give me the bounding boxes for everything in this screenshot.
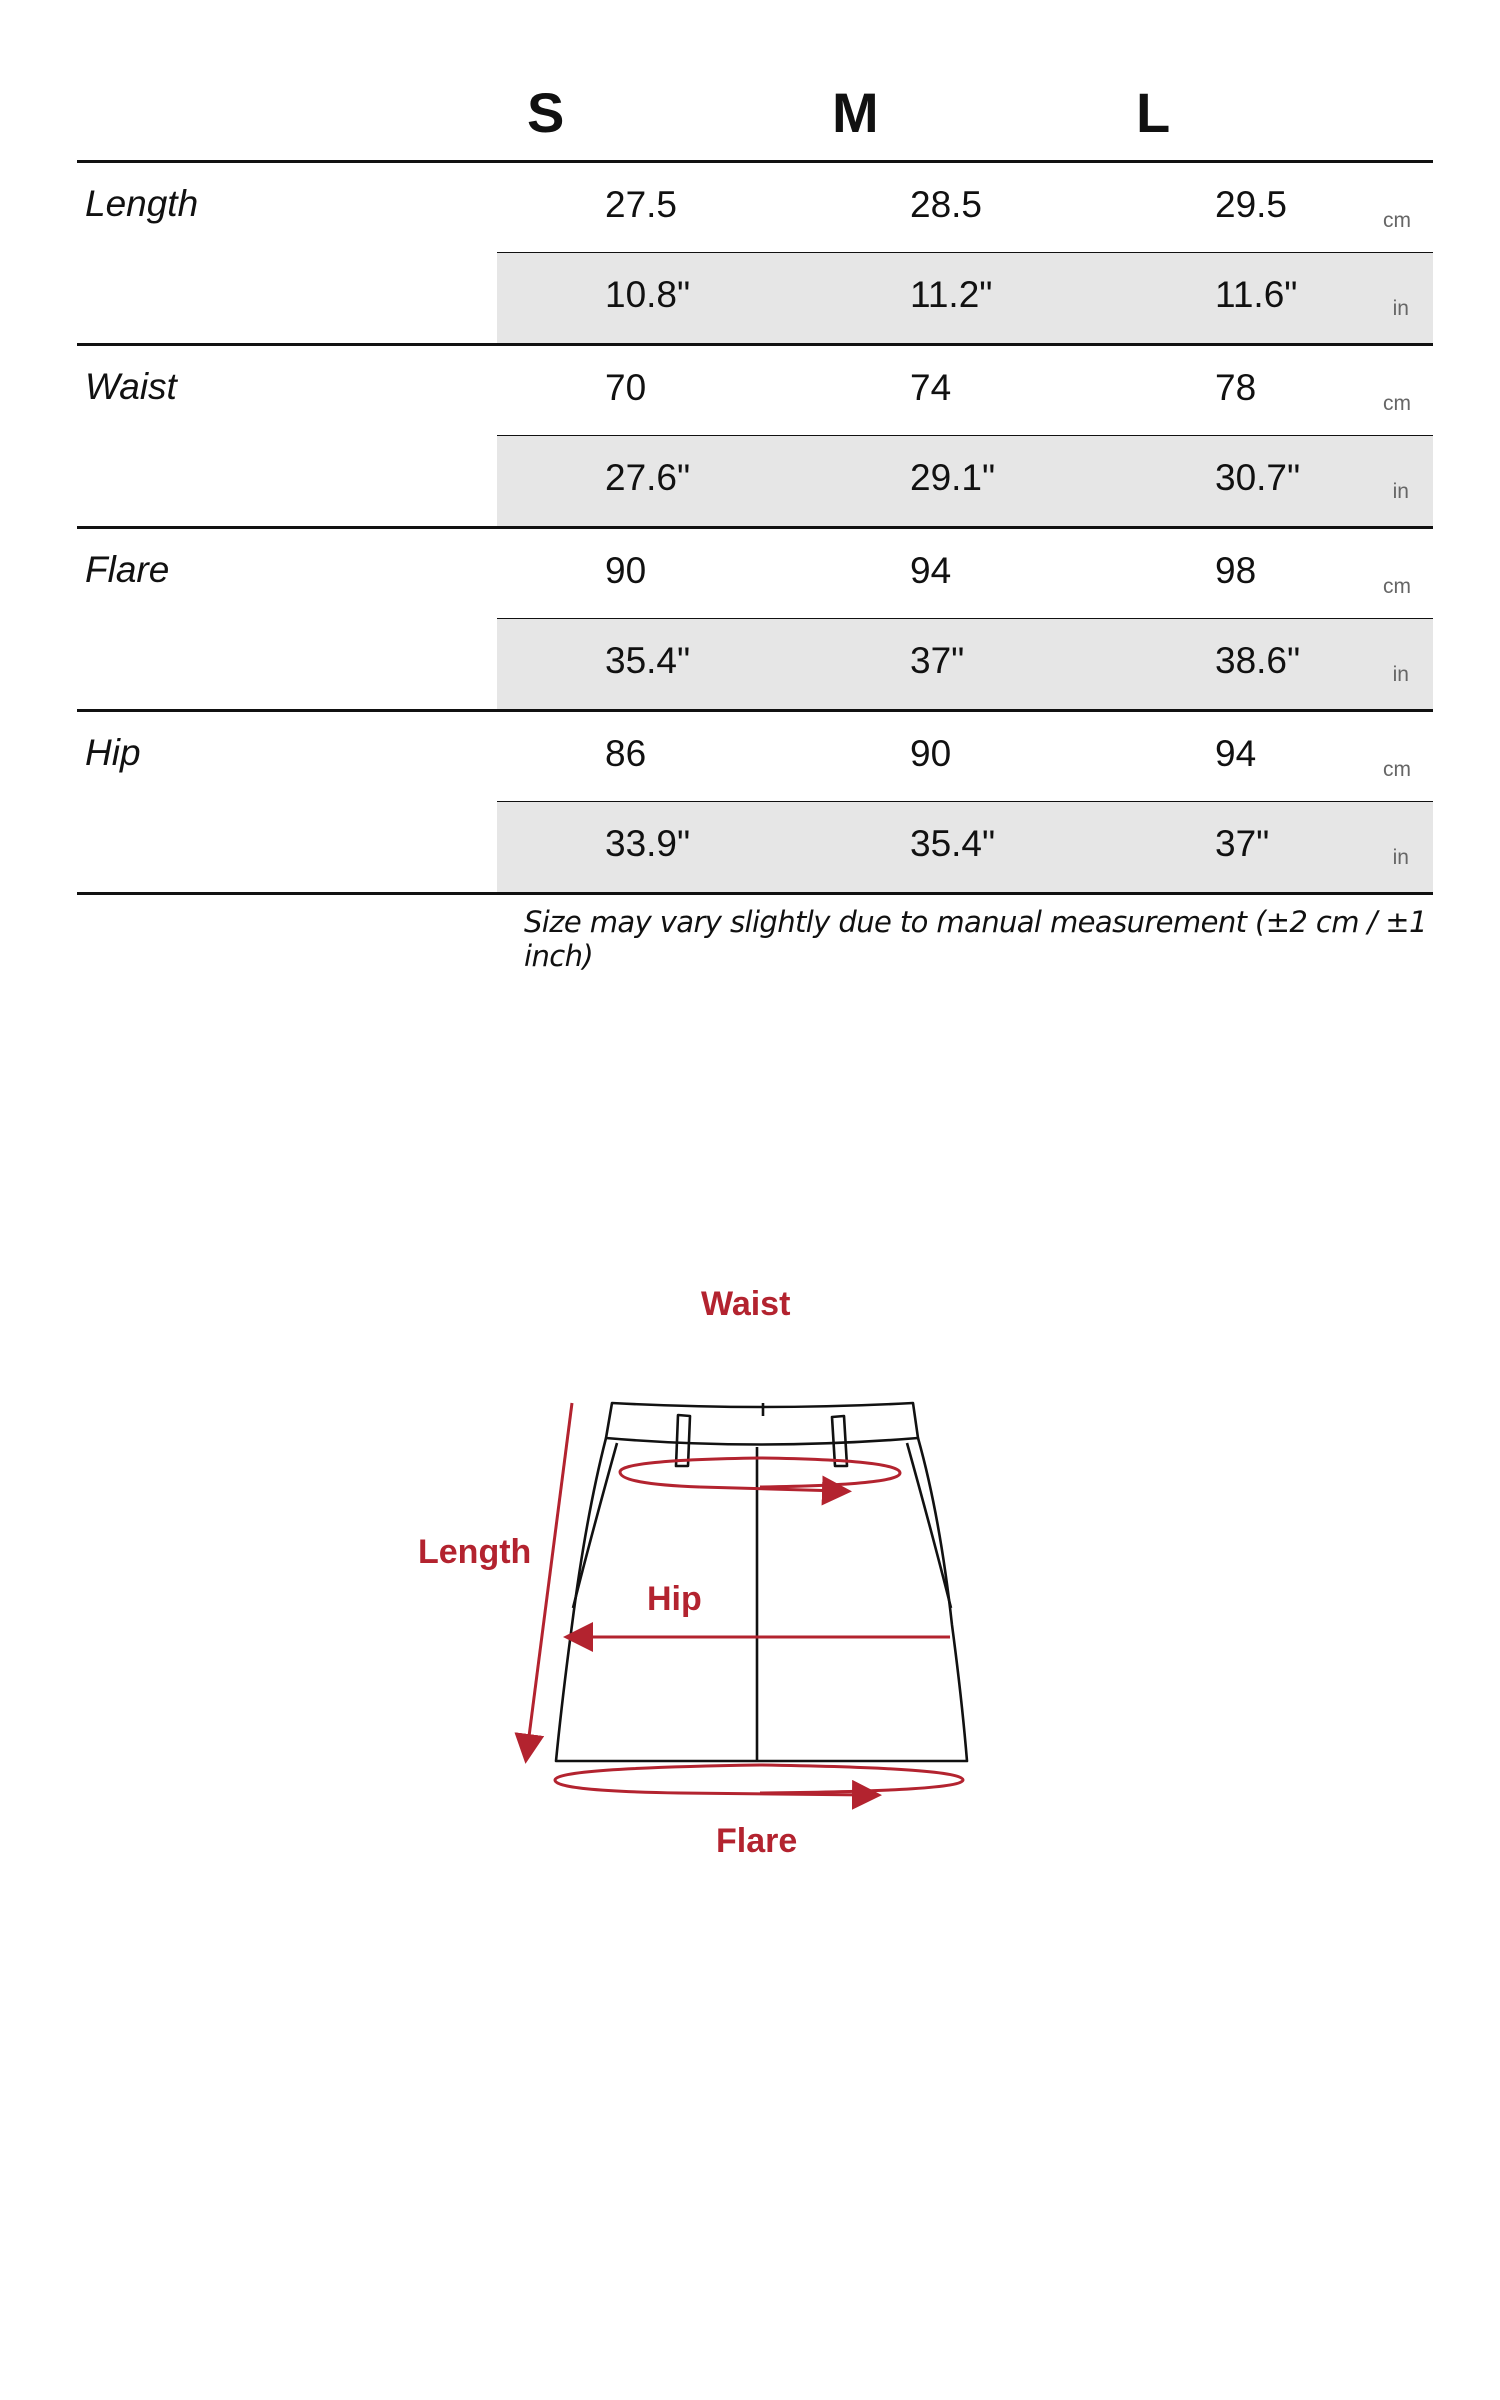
length-arrow: [527, 1403, 572, 1752]
size-header-row: [77, 0, 1433, 163]
value-l-cm: 29.5: [1215, 184, 1288, 225]
waist-arrow: [620, 1458, 900, 1491]
unit-in: in: [1392, 480, 1409, 503]
value-l-in: 30.7": [1215, 457, 1301, 498]
measurement-group-flare: [77, 529, 1433, 712]
value-m-in: 35.4": [910, 823, 996, 864]
measurement-name: Length: [85, 183, 199, 224]
cm-row: [497, 529, 1433, 621]
unit-cm: cm: [1383, 575, 1411, 598]
unit-cm: cm: [1383, 209, 1411, 232]
size-header-m: M: [832, 81, 879, 144]
inch-row: [497, 802, 1433, 892]
inch-row: [497, 253, 1433, 343]
pocket-left: [573, 1443, 617, 1608]
value-s-cm: 86: [605, 733, 647, 774]
value-s-cm: 27.5: [605, 184, 678, 225]
value-m-in: 11.2": [910, 274, 993, 315]
size-chart-table: [77, 0, 1433, 895]
value-s-in: 33.9": [605, 823, 691, 864]
value-l-cm: 78: [1215, 367, 1257, 408]
inch-row: [497, 619, 1433, 709]
flare-label: Flare: [716, 1822, 798, 1860]
skirt-measurement-diagram: [0, 1260, 1500, 1920]
waist-label: Waist: [701, 1285, 791, 1323]
cm-row: [497, 712, 1433, 804]
unit-cm: cm: [1383, 392, 1411, 415]
belt-loop-left: [676, 1415, 690, 1466]
measurement-name: Waist: [85, 366, 177, 407]
hip-label: Hip: [647, 1580, 702, 1618]
measurement-group-length: [77, 163, 1433, 346]
value-m-in: 29.1": [910, 457, 996, 498]
measurement-name: Flare: [85, 549, 170, 590]
value-m-cm: 28.5: [910, 184, 983, 225]
value-s-in: 35.4": [605, 640, 691, 681]
value-m-cm: 94: [910, 550, 952, 591]
measurement-group-waist: [77, 346, 1433, 529]
value-l-in: 37": [1215, 823, 1270, 864]
value-l-cm: 98: [1215, 550, 1257, 591]
value-s-cm: 90: [605, 550, 647, 591]
value-m-in: 37": [910, 640, 965, 681]
cm-row: [497, 163, 1433, 255]
measurement-name: Hip: [85, 732, 141, 773]
measurement-group-hip: [77, 712, 1433, 895]
value-l-in: 11.6": [1215, 274, 1298, 315]
value-s-cm: 70: [605, 367, 647, 408]
belt-loop-right: [832, 1416, 847, 1466]
measurement-footnote: Size may vary slightly due to manual measurement (±2 cm / ±1 inch): [524, 905, 1427, 973]
unit-in: in: [1392, 846, 1409, 869]
unit-in: in: [1392, 663, 1409, 686]
inch-row: [497, 436, 1433, 526]
unit-in: in: [1392, 297, 1409, 320]
value-l-cm: 94: [1215, 733, 1257, 774]
skirt-illustration: [0, 1260, 1500, 1920]
pocket-right: [907, 1443, 951, 1608]
size-header-l: L: [1136, 81, 1171, 144]
value-l-in: 38.6": [1215, 640, 1301, 681]
cm-row: [497, 346, 1433, 438]
unit-cm: cm: [1383, 758, 1411, 781]
value-s-in: 27.6": [605, 457, 691, 498]
value-m-cm: 74: [910, 367, 952, 408]
size-header-s: S: [527, 81, 565, 144]
value-s-in: 10.8": [605, 274, 691, 315]
value-m-cm: 90: [910, 733, 952, 774]
length-label: Length: [418, 1533, 532, 1571]
flare-arrow: [555, 1765, 963, 1795]
